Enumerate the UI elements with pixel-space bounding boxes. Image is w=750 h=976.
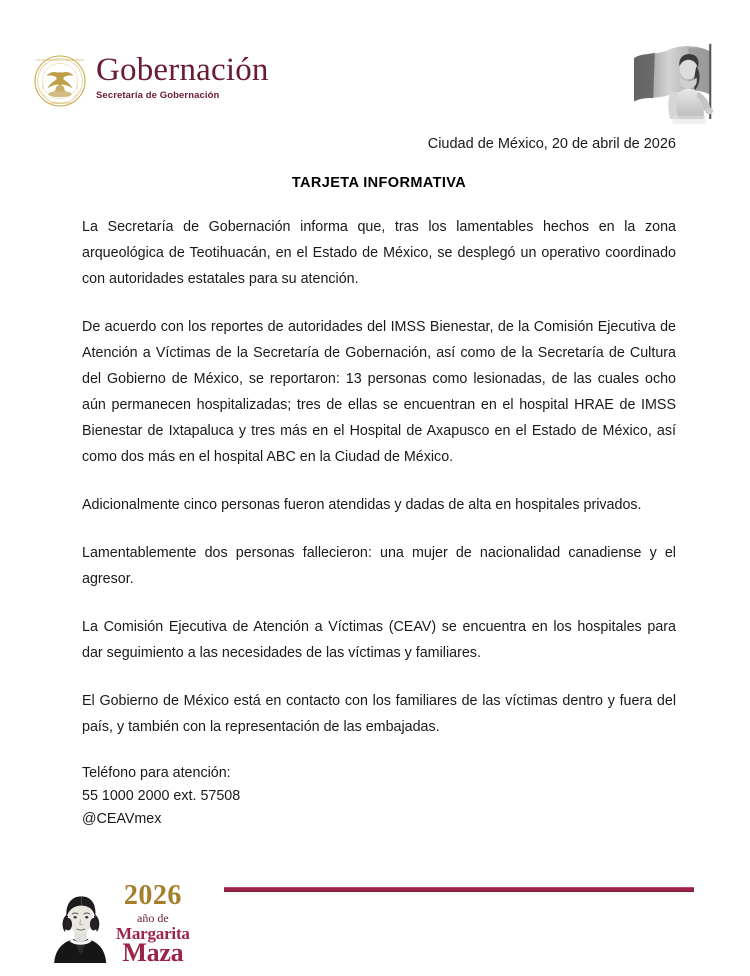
contact-phone-number: 55 1000 2000 ext. 57508 (82, 788, 241, 804)
paragraph-3: Adicionalmente cinco personas fueron atendidas y dadas de alta en hospitales privados. (82, 497, 642, 513)
paragraph-2: De acuerdo con los reportes de autoridades del IMSS Bienestar, de la Comisión Ejecutiva de Atención a Víctimas de la Secretaría de Gobernación, así como de la Secretaría de Cultura del Gobierno de México, se reportaron: 13 personas como lesionadas, de las cuales ocho aún permanecen hospitalizadas; tres de ellas se encuentran en el hospital HRAE de IMSS Bienestar de Ixtapaluca y tres más en el Hospital de Axapusco en el Estado de México, así como dos más en el hospital ABC en la Ciudad de México. (82, 319, 676, 465)
footer-name-margarita: Margarita (116, 924, 190, 943)
footer-year: 2026 (123, 880, 182, 911)
document-body (82, 214, 676, 831)
footer-logo-wordmark (116, 882, 190, 968)
brand-title: Gobernación (96, 52, 269, 88)
footer-divider-rule (224, 887, 694, 892)
margarita-maza-year-logo (48, 882, 190, 968)
contact-phone-label: Teléfono para atención: (82, 765, 231, 781)
svg-text:GOBERNACIÓN: GOBERNACIÓN (48, 100, 72, 105)
paragraph-1: La Secretaría de Gobernación informa que, tras los lamentables hechos en la zona arqueológica de Teotihuacán, en el Estado de México, se desplegó un operativo coordinado con autoridades estatales para su atención. (82, 219, 676, 287)
document-date: Ciudad de México, 20 de abril de 2026 (427, 136, 676, 152)
woman-with-mexican-flag-icon (626, 42, 722, 124)
footer-ano-de: año de (137, 911, 169, 925)
document-footer (0, 860, 750, 976)
paragraph-4: Lamentablemente dos personas fallecieron: una mujer de nacionalidad canadiense y el agresor. (82, 545, 676, 587)
page-title: TARJETA INFORMATIVA (291, 175, 467, 191)
margarita-maza-portrait-icon (48, 887, 110, 963)
mexican-coat-of-arms-seal-icon (34, 55, 86, 107)
brand-text-block (96, 53, 269, 101)
contact-block (82, 762, 676, 831)
svg-text:ESTADOS UNIDOS MEXICANOS: ESTADOS UNIDOS MEXICANOS (36, 58, 84, 63)
brand-subtitle: Secretaría de Gobernación (96, 90, 220, 101)
document-header (0, 0, 750, 130)
paragraph-6: El Gobierno de México está en contacto con los familiares de las víctimas dentro y fuera del país, y también con la representación de las embajadas. (82, 693, 676, 735)
footer-name-maza: Maza (122, 938, 184, 967)
contact-social-handle: @CEAVmex (82, 811, 162, 827)
gobernacion-brand (34, 53, 269, 107)
paragraph-5: La Comisión Ejecutiva de Atención a Víctimas (CEAV) se encuentra en los hospitales para dar seguimiento a las necesidades de las víctimas y familiares. (82, 619, 676, 661)
